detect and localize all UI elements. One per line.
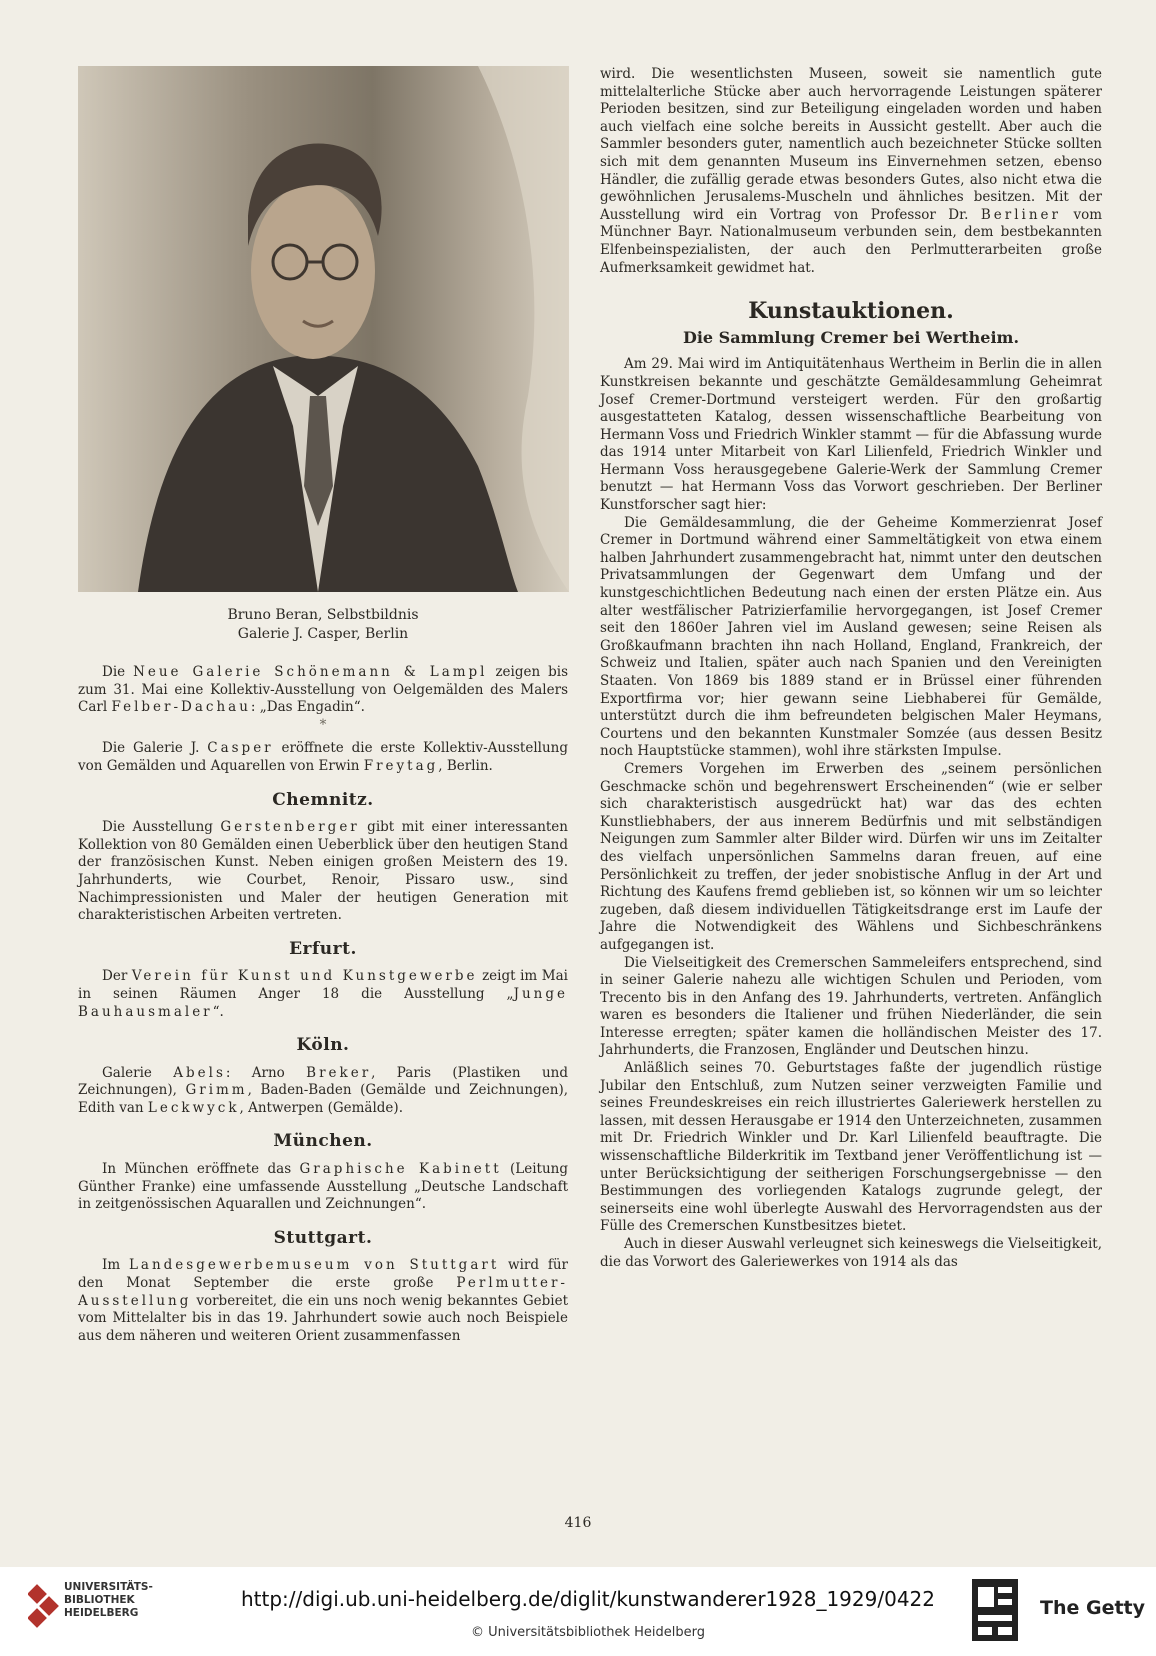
text: (Leitung Günther Franke) eine umfassende Ausstellung „Deutsche Landschaft in zeitgenössischen Aquarallen und Zeichnungen“. (78, 1161, 568, 1213)
ub-line-2: BIBLIOTHEK (64, 1594, 135, 1606)
getty-logo-icon (970, 1577, 1020, 1643)
heading-chemnitz: Chemnitz. (272, 789, 374, 810)
copyright-notice: © Universitätsbibliothek Heidelberg (470, 1625, 705, 1640)
right-column (600, 66, 1102, 1271)
text-spaced: Graphische Kabinett (299, 1161, 502, 1178)
text-spaced: Freytag (363, 757, 439, 774)
paragraph-gemaeldesammlung: Die Gemäldesammlung, die der Geheime Kommerzienrat Josef Cremer in Dortmund während einer Sammeltätigkeit von etwa einem halben Jahrhundert zusammengebracht hat, nimmt unter den deutschen Privatsammlungen der Gegenwart dem Umfang und der kunstgeschichtlichen Bedeutung nach einen der ersten Plätze ein. Aus alter westfälischer Patrizierfamilie hervorgegangen, ist Josef Cremer seit den 1860er Jahren viel im Ausland gewesen; seine Reisen als Großkaufmann brachten ihn nach Holland, England, Frankreich, der Schweiz und Italien, später auch nach Spanien und den Vereinigten Staaten. Von 1869 bis 1889 stand er in Brüssel einer führenden Exportfirma vor; hier gewann seine Liebhaberei für Gemälde, unterstützt durch die ihm befreundeten belgischen Maler Heymans, Courtens und den bekannten Kunstmaler Somzée (aus dessen Besitz noch Hauptstücke stammen), wohl ihre stärksten Impulse. (600, 514, 1102, 760)
text: Der (102, 968, 132, 985)
text: Die Galerie J. (102, 740, 208, 757)
text: In München eröffnete das (102, 1161, 300, 1178)
text-spaced: Neue Galerie Schönemann & Lampl (133, 664, 488, 680)
text: vorbereitet, die ein uns noch wenig bekanntes Gebiet vom Mittelalter bis in das 19. Jahrhundert sowie auch noch Beispiele aus dem näheren und weiteren Orient zusammenfassen (78, 1292, 568, 1344)
portrait-image (78, 66, 569, 592)
text: , Antwerpen (Gemälde). (239, 1099, 403, 1116)
page-number: 416 (564, 1515, 592, 1531)
text: wird. Die wesentlichsten Museen, soweit sie namentlich gute mittelalterliche Stücke aber auch hervorragende Leistungen späterer Perioden besitzen, sind zur Beteiligung eingeladen worden und haben auch vielfach eine solche bereits in Aussicht gestellt. Aber auch die Sammler besonders guter, namentlich auch bezeichneter Stücke sollten sich mit dem genannten Museum ins Einvernehmen setzen, ebenso Händler, die zufällig gerade etwas besonders Gutes, also nicht etwa die gewöhnlichen Jerusalems-Muscheln und ähnliches besitzen. Mit der Ausstellung wird ein Vortrag von Professor Dr. (600, 66, 1102, 223)
text: gibt mit einer interessanten Kollektion von 80 Gemälden einen Ueberblick über den heutigen Stand der französischen Kunst. Neben einigen großen Meistern des 19. Jahrhunderts, wie Courbet, Renoir, Pissaro usw., sind Nachimpressionisten und Maler der heutigen Generation mit charakteristischen Arbeiten vertreten. (78, 819, 568, 924)
text-spaced: Grimm (185, 1082, 248, 1099)
paragraph-vielseitigkeit: Die Vielseitigkeit des Cremerschen Sammeleifers entsprechend, sind in seiner Galerie nahezu alle wichtigen Schulen und Perioden, vom Trecento bis in den Anfang des 19. Jahrhunderts, vertreten. Anfänglich waren es besonders die Italiener und frühen Niederländer, die sein Interesse erregten; später kamen die holländischen Meister des 17. Jahrhunderts, die Franzosen, Engländer und Deutschen hinzu. (600, 954, 1102, 1059)
text-spaced: Gerstenberger (220, 819, 360, 836)
text-spaced: Leckwyck (147, 1099, 240, 1116)
separator-star: * (319, 716, 327, 733)
heading-muenchen: München. (273, 1131, 373, 1152)
text: Galerie (102, 1064, 174, 1081)
paragraph-geburtstag: Anläßlich seines 70. Geburtstages faßte der jugendlich rüstige Jubilar den Entschluß, zum Nutzen seiner verzweigten Familie und seines Freundeskreises ein reich illustriertes Galeriewerk herstellen zu lassen, mit dessen Herausgabe er 1914 den Unterzeichneten, zusammen mit Dr. Friedrich Winkler und Dr. Karl Lilienfeld beauftragte. Die wissenschaftliche Bilderkritik im Textband jener Veröffentlichung ist — unter Berücksichtigung der seitherigen Forschungsergebnisse — den Bestimmungen des vorliegenden Katalogs zugrunde gelegt, der seinerseits eine wohl überlegte Auswahl des Hervorragendsten aus der Fülle des Cremerschen Kunstbesitzes bietet. (600, 1060, 1102, 1235)
text-spaced: Junge Bauhausmaler (78, 985, 568, 1020)
paragraph-cremers-vorgehen: Cremers Vorgehen im Erwerben des „seinem persönlichen Geschmacke schön und begehrenswert Erscheinenden“ (wie er selber sich charakteristisch ausgedrückt hat) war das des echten Kunstliebhabers, der aus innerem Bedürfnis und mit selbständigen Neigungen zum Sammler alter Bilder wird. Dürfen wir uns im Zeitalter des vielfach unpersönlichen Sammelns daran freuen, auf eine Persönlichkeit zu treffen, der jeder snobistische Anflug in der Art und Richtung des Kaufens fremd geblieben ist, so können wir um so leichter zugeben, daß diesem individuellen Tätigkeitsdrange erst im Laufe der Jahre die Notwendigkeit des Wählens und Sichbeschränkens aufgegangen ist. (600, 760, 1102, 953)
paragraph-casper (78, 740, 568, 775)
text: Die Ausstellung (102, 819, 221, 836)
figure-caption (78, 606, 568, 644)
paragraph-muenchen (78, 1161, 568, 1214)
portrait-painting (78, 66, 569, 592)
heading-erfurt: Erfurt. (289, 938, 357, 959)
text-spaced: Felber-Dachau (111, 699, 251, 716)
text: : „Das Engadin“. (250, 699, 365, 716)
text: vom Münchner Bayr. Nationalmuseum verbunden sein, dem bestbekannten Elfenbeinspezialisten, der auch den Perlmutterarbeiten große Aufmerksamkeit gewidmet hat. (600, 206, 1102, 276)
paragraph-chemnitz (78, 819, 568, 925)
text: Die (102, 664, 134, 680)
source-url-link[interactable]: http://digi.ub.uni-heidelberg.de/diglit/kunstwanderer1928_1929/0422 (241, 1587, 935, 1611)
text: eröffnete die erste Kollektiv-Ausstellung von Gemälden und Aquarellen von Erwin (78, 740, 569, 774)
text-spaced: Landesgewerbemuseum von Stuttgart (128, 1257, 500, 1274)
paragraph-koeln (78, 1065, 568, 1118)
text-spaced: Casper (207, 740, 274, 757)
caption-line-1: Bruno Beran, Selbstbildnis (227, 607, 419, 623)
text: : Arno (225, 1064, 307, 1081)
paragraph-continued (600, 66, 1102, 277)
subheading-sammlung-cremer: Die Sammlung Cremer bei Wertheim. (682, 327, 1020, 347)
ub-line-1: UNIVERSITÄTS- (64, 1581, 153, 1593)
text: wird für den Monat September die erste große (78, 1257, 568, 1292)
text: , Paris (Plastiken und Zeichnungen), (78, 1064, 568, 1099)
footer-bar (0, 1567, 1156, 1656)
heading-koeln: Köln. (296, 1035, 350, 1056)
text: “. (212, 1003, 224, 1020)
text: Im (102, 1257, 129, 1274)
text: zeigt im Mai in seinen Räumen Anger 18 die Ausstellung „ (78, 968, 568, 1002)
heading-stuttgart: Stuttgart. (273, 1227, 373, 1248)
caption-line-2: Galerie J. Casper, Berlin (237, 626, 409, 642)
heading-kunstauktionen: Kunstauktionen. (748, 298, 954, 325)
text-spaced: Breker (306, 1064, 372, 1081)
paragraph-erfurt (78, 968, 568, 1021)
paragraph-stuttgart (78, 1257, 568, 1345)
paragraph-auswahl: Auch in dieser Auswahl verleugnet sich keineswegs die Vielseitigkeit, die das Vorwort des Galeriewerkes von 1914 als das (600, 1236, 1102, 1270)
text: , Berlin. (438, 757, 493, 774)
ub-line-3: HEIDELBERG (64, 1607, 139, 1619)
paragraph-auction-intro: Am 29. Mai wird im Antiquitätenhaus Wertheim in Berlin die in allen Kunstkreisen bekannte und geschätzte Gemäldesammlung Geheimrat Josef Cremer-Dortmund versteigert werden. Für den großartig ausgestatteten Katalog, dessen wissenschaftliche Bearbeitung von Hermann Voss und Friedrich Winkler stammt — für die Abfassung wurde das 1914 unter Mitarbeit von Karl Lilienfeld, Friedrich Winkler und Hermann Voss herausgegebene Galerie-Werk der Sammlung Cremer benutzt — hat Hermann Voss das Vorwort geschrieben. Der Berliner Kunstforscher sagt hier: (600, 356, 1102, 514)
paragraph-neue-galerie (78, 664, 568, 717)
text: , Baden-Baden (Gemälde und Zeichnungen), Edith van (78, 1082, 568, 1116)
text-spaced: Verein für Kunst und Kunstgewerbe (131, 968, 478, 985)
text: zeigen bis zum 31. Mai eine Kollektiv-Ausstellung von Oelgemälden des Malers Carl (78, 664, 569, 716)
getty-wordmark: The Getty (1040, 1597, 1146, 1619)
ub-heidelberg-logo-icon (28, 1581, 62, 1639)
left-column (78, 66, 568, 1345)
text-spaced: Abels (173, 1064, 226, 1081)
ub-heidelberg-wordmark (64, 1581, 153, 1620)
text-spaced: Berliner (980, 206, 1061, 223)
text-spaced: Perlmutter-Ausstellung (78, 1275, 568, 1309)
